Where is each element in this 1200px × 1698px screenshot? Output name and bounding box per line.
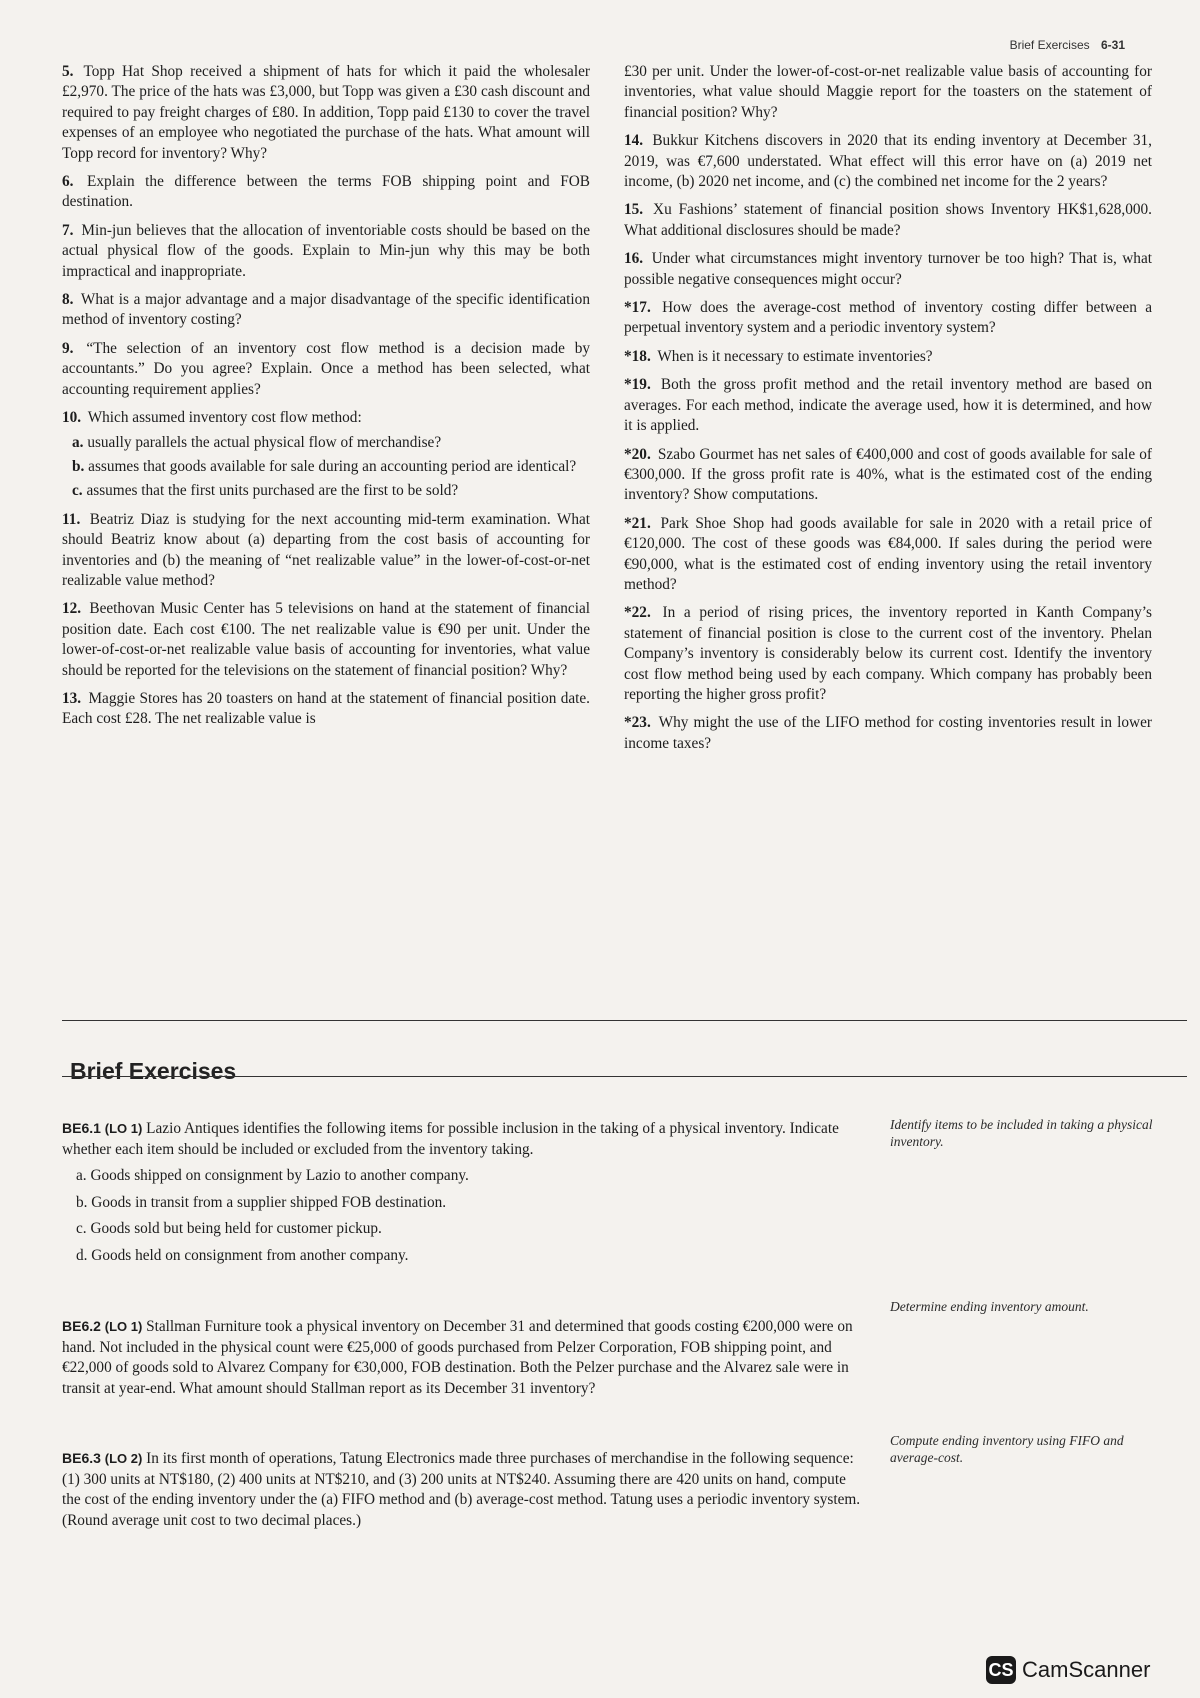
- camscanner-watermark: [986, 1656, 1150, 1684]
- margin-note-be6-3: Compute ending inventory using FIFO and average-cost.: [890, 1433, 1124, 1465]
- list-item: d. Goods held on consignment from another company.: [76, 1246, 409, 1264]
- question-16: 16. Under what circumstances might inventory turnover be too high? That is, what possible negative consequences might occur?: [624, 250, 1152, 288]
- question-10-option-b: b. assumes that goods available for sale during an accounting period are identical?: [72, 457, 577, 475]
- section-divider-top: [62, 1020, 1187, 1021]
- list-item: b. Goods in transit from a supplier shipped FOB destination.: [76, 1193, 447, 1211]
- question-19: *19. Both the gross profit method and the retail inventory method are based on averages. For each method, indicate the average used, how it is determined, and how it is applied.: [624, 376, 1153, 435]
- question-12: 12. Beethovan Music Center has 5 televisions on hand at the statement of financial position date. Each cost €100. The net realizable value is €90 per unit. Under the lower-of-cost-or-net realizable value basis of accounting for inventories, what value should be reported for the televisions on the statement of financial position? Why?: [62, 600, 591, 679]
- question-18: *18. When is it necessary to estimate inventories?: [624, 347, 933, 365]
- question-10-option-c: c. assumes that the first units purchased are the first to be sold?: [72, 482, 459, 500]
- exercise-be6-3: BE6.3 (LO 2) In its first month of operations, Tatung Electronics made three purchases of merchandise in the following sequence: (1) 300 units at NT$180, (2) 400 units at NT$210, and (3) 200 units at NT$240. Assuming there are 420 units on hand, compute the cost of the ending inventory under the (a) FIFO method and (b) average-cost method. Tatung uses a periodic inventory system. (Round average unit cost to two decimal places.): [62, 1450, 861, 1529]
- question-10-option-a: a. usually parallels the actual physical flow of merchandise?: [72, 433, 442, 451]
- question-11: 11. Beatriz Diaz is studying for the next accounting mid-term examination. What should Beatriz know about (a) departing from the cost basis of accounting for inventories and (b) the meaning of “net realizable value” in the lower-of-cost-or-net realizable value method?: [62, 510, 591, 589]
- question-23: *23. Why might the use of the LIFO method for costing inventories result in lower income taxes?: [624, 714, 1152, 752]
- section-heading: Brief Exercises: [70, 1058, 237, 1084]
- margin-note-be6-2: Determine ending inventory amount.: [890, 1299, 1089, 1314]
- question-6: 6. Explain the difference between the terms FOB shipping point and FOB destination.: [62, 173, 590, 211]
- exercise-be6-2: BE6.2 (LO 1) Stallman Furniture took a physical inventory on December 31 and determined that goods costing €200,000 were on hand. Not included in the physical count were €25,000 of goods purchased from Pelzer Corporation, FOB shipping point, and €22,000 of goods sold to Alvarez Company for €30,000, FOB destination. Both the Pelzer purchase and the Alvarez sale were in transit at year-end. What amount should Stallman report as its December 31 inventory?: [62, 1318, 853, 1397]
- page-number: 6-31: [1100, 38, 1125, 52]
- exercise-be6-1-items: [76, 1166, 862, 1266]
- list-item: a. Goods shipped on consignment by Lazio to another company.: [76, 1167, 469, 1185]
- question-5: 5. Topp Hat Shop received a shipment of hats for which it paid the wholesaler £2,970. The price of the hats was £3,000, but Topp was given a £30 cash discount and required to pay freight charges of £80. In addition, Topp paid £130 to cover the travel expenses of an employee who negotiated the purchase of the hats. What amount will Topp record for inventory? Why?: [62, 63, 590, 162]
- margin-note-be6-1: Identify items to be included in taking a physical inventory.: [890, 1117, 1153, 1149]
- question-10: 10. Which assumed inventory cost flow method: a. usually parallels the actual physical flow of merchandise? b. assumes that goods available for sale during an accounting period are identical? c. assumes that the first units purchased are the first to be sold?: [62, 408, 590, 502]
- question-14: 14. Bukkur Kitchens discovers in 2020 that its ending inventory at December 31, 2019, was €7,600 understated. What effect will this error have on (a) 2019 net income, (b) 2020 net income, and (c) the combined net income for the 2 years?: [624, 132, 1152, 191]
- question-17: *17. How does the average-cost method of inventory costing differ between a perpetual inventory system and a periodic inventory system?: [624, 299, 1152, 337]
- camscanner-label: CamScanner: [1022, 1657, 1151, 1682]
- questions-right-column: [624, 62, 1152, 762]
- question-15: 15. Xu Fashions’ statement of financial position shows Inventory HK$1,628,000. What additional disclosures should be made?: [624, 201, 1152, 239]
- question-8: 8. What is a major advantage and a major disadvantage of the specific identification method of inventory costing?: [62, 291, 590, 329]
- running-head: [1010, 38, 1125, 52]
- section-divider-bottom: [62, 1076, 1187, 1077]
- question-22: *22. In a period of rising prices, the inventory reported in Kanth Company’s statement of financial position is close to the current cost of the inventory. Phelan Company’s inventory is considerably below its current cost. Identify the inventory cost flow method being used by each company. Which company has probably been reporting the higher gross profit?: [624, 604, 1152, 703]
- list-item: c. Goods sold but being held for customer pickup.: [76, 1220, 382, 1238]
- camscanner-logo-icon: CS: [986, 1656, 1016, 1684]
- question-20: *20. Szabo Gourmet has net sales of €400,000 and cost of goods available for sale of €300,000. If the gross profit rate is 40%, what is the estimated cost of the ending inventory? Show computations.: [624, 445, 1152, 504]
- questions-left-column: [62, 62, 590, 738]
- question-7: 7. Min-jun believes that the allocation of inventoriable costs should be based on the actual physical flow of the goods. Explain to Min-jun why this may be both impractical and inappropriate.: [62, 221, 590, 280]
- question-21: *21. Park Shoe Shop had goods available for sale in 2020 with a retail price of €120,000. The cost of these goods was €84,000. If sales during the period were €90,000, what is the estimated cost of ending inventory using the retail inventory method?: [624, 514, 1152, 593]
- question-9: 9. “The selection of an inventory cost flow method is a decision made by accountants.” Do you agree? Explain. Once a method has been selected, what accounting requirement applies?: [62, 339, 591, 398]
- question-13: 13. Maggie Stores has 20 toasters on hand at the statement of financial position date. Each cost £28. The net realizable value is: [62, 689, 591, 728]
- running-head-title: Brief Exercises: [1009, 38, 1090, 52]
- question-13-continued: £30 per unit. Under the lower-of-cost-or-net realizable value basis of accounting for inventories, what value should Maggie report for the toasters on the statement of financial position? Why?: [624, 63, 1152, 121]
- exercise-be6-1: BE6.1 (LO 1) Lazio Antiques identifies the following items for possible inclusion in the taking of a physical inventory. Indicate whether each item should be included or excluded from the inventory taking. a. Goods shipped on consignment by Lazio to another company. b. Goods in transit from a supplier shipped FOB destination. c. Goods sold but being held for customer pickup. d. Goods held on consignment from another company.: [62, 1118, 862, 1273]
